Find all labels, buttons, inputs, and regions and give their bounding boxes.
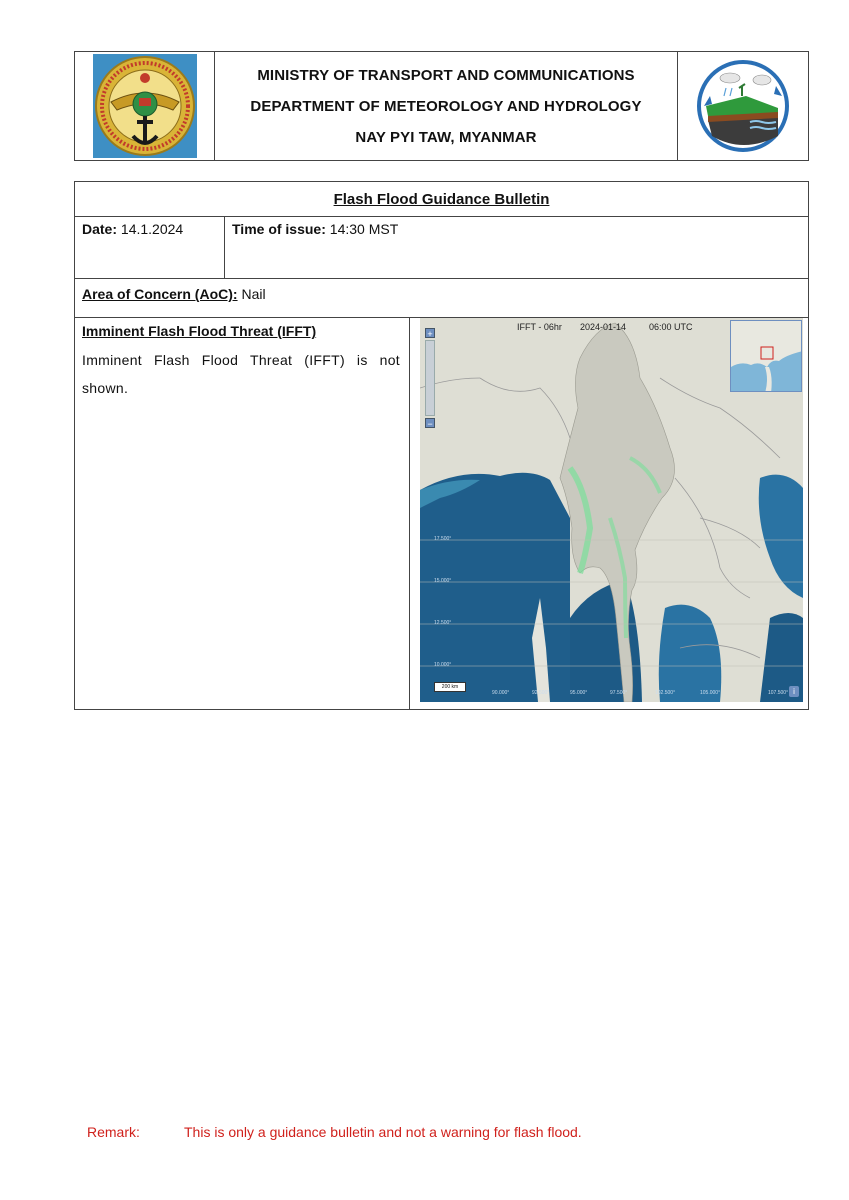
overview-inset-map[interactable] [730,320,802,392]
longitude-label: 92.500° [532,690,550,696]
remark-text: This is only a guidance bulletin and not a warning for flash flood. [184,1124,582,1140]
bulletin-title: Flash Flood Guidance Bulletin [75,182,808,217]
zoom-in-button[interactable]: + [425,328,435,338]
date-text [82,221,183,237]
longitude-label: 102.500° [655,690,676,696]
latitude-label: 12.500° [434,620,452,626]
time-cell [225,216,808,278]
map-time-label: 06:00 UTC [649,322,693,332]
aoc-text [82,286,266,302]
ministry-title [215,52,677,160]
latitude-label: 10.000° [434,662,452,668]
scale-bar: 200 km [434,682,466,692]
longitude-label: 95.000° [570,690,588,696]
bulletin-table [74,181,809,710]
longitude-label: 97.500° [610,690,628,696]
date-cell [75,216,225,278]
latitude-label: 17.500° [434,536,452,542]
department-name: DEPARTMENT OF METEOROLOGY AND HYDROLOGY [250,97,642,115]
map-product-label: IFFT - 06hr [517,322,562,332]
ifft-row [75,318,808,709]
dmh-logo-cell [677,52,808,160]
zoom-out-button[interactable]: − [425,418,435,428]
date-label: Date: [82,221,118,237]
time-text [232,221,398,237]
zoom-slider[interactable] [425,340,435,416]
issue-info-row [75,216,808,279]
ministry-name: MINISTRY OF TRANSPORT AND COMMUNICATIONS [257,66,635,84]
longitude-label: 105.000° [700,690,721,696]
time-value: 14:30 MST [329,221,399,237]
ifft-heading: Imminent Flash Flood Threat (IFFT) [82,323,317,339]
hydrological-cycle-icon [690,56,796,156]
remark-label: Remark: [87,1124,140,1140]
ifft-description-cell [75,318,410,709]
time-label: Time of issue: [232,221,326,237]
longitude-label: 107.500° [768,690,789,696]
ifft-map[interactable] [420,318,803,702]
aoc-value: Nail [241,286,266,302]
overview-map-canvas [731,321,802,392]
ifft-text: Imminent Flash Flood Threat (IFFT) is not shown. [82,352,400,396]
location-name: NAY PYI TAW, MYANMAR [355,128,537,146]
longitude-label: 90.000° [492,690,510,696]
ministry-emblem-icon [93,54,197,158]
area-of-concern-row [75,279,808,318]
latitude-label: 15.000° [434,578,452,584]
date-value: 14.1.2024 [120,221,184,237]
letterhead [74,51,809,161]
info-button[interactable]: i [789,686,799,697]
aoc-label: Area of Concern (AoC): [82,286,238,302]
map-date-label: 2024-01-14 [580,322,627,332]
ministry-emblem-cell [75,52,215,160]
